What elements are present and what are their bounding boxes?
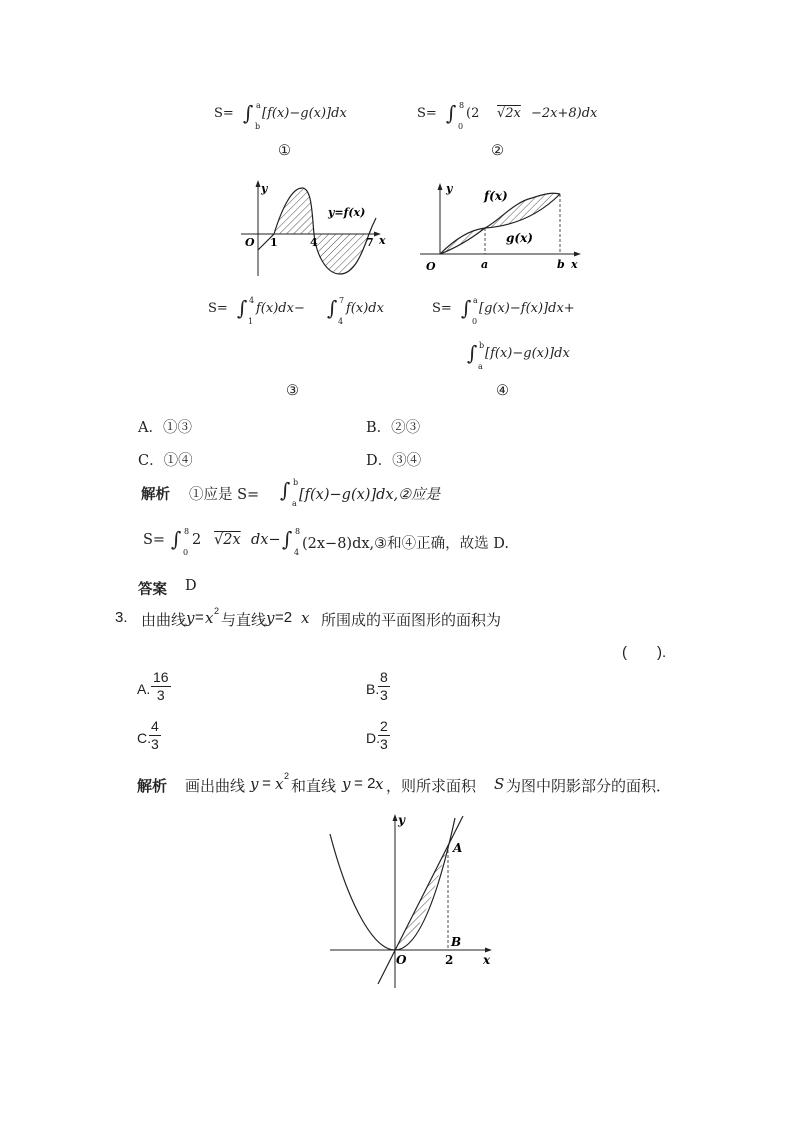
option-b-fraction	[378, 669, 390, 704]
analysis-line2-a: S=	[143, 532, 166, 548]
option-a[interactable]: A．①③	[138, 420, 192, 436]
y-arrow	[438, 183, 443, 190]
tick-b: b	[557, 258, 565, 271]
denominator: 3	[380, 736, 388, 752]
answer-value: D	[185, 578, 197, 594]
formula-2-sqrt: √2x	[497, 106, 521, 121]
analysis-sup-2: 2	[284, 771, 290, 781]
parabola	[330, 818, 455, 950]
formula-2-prefix: S=	[417, 106, 437, 121]
g-label: g(x)	[506, 231, 533, 245]
point-a-label: A	[453, 841, 463, 855]
option-d-fraction	[378, 718, 390, 753]
y-arrow	[393, 814, 398, 821]
analysis-var-y: y	[250, 775, 259, 793]
stem-sup-2: 2	[214, 606, 220, 616]
numerator: 16	[153, 669, 169, 685]
answer-paren: ( ).	[622, 644, 667, 661]
option-a-fraction	[151, 669, 171, 704]
upper-limit: a	[256, 101, 261, 110]
analysis-line2-e: (2x−8)dx,③和④正确，故选 D.	[302, 536, 509, 552]
formula-2-part-c: −2x+8)dx	[531, 106, 598, 121]
denominator: 3	[380, 687, 388, 703]
integral-sign: ∫	[461, 296, 472, 320]
shaded-area-upper	[274, 188, 314, 234]
analysis-line2-d: dx−	[251, 532, 281, 548]
stem-var-y2: y	[266, 609, 275, 627]
stem-eq: =	[195, 609, 204, 626]
integral-sign: ∫	[237, 296, 248, 320]
analysis-eq-2: = 2	[350, 775, 376, 792]
denominator: 3	[151, 736, 159, 752]
integral-sign: ∫	[280, 478, 291, 502]
stem-var-y: y	[186, 609, 195, 627]
option-c-fraction	[149, 718, 161, 753]
numerator: 2	[380, 718, 388, 734]
denominator: 3	[156, 687, 165, 703]
label-circle-4: ④	[496, 383, 509, 399]
analysis-text-c: ，则所求面积	[386, 778, 477, 795]
stem-eq-2: =2	[275, 609, 293, 626]
answer-tag: 答案	[138, 581, 167, 598]
formula-4-body-1: [g(x)−f(x)]dx+	[479, 301, 575, 316]
formula-4-body-2: [f(x)−g(x)]dx	[485, 346, 570, 361]
formula-3-body-1: f(x)dx−	[256, 301, 305, 316]
upper-limit: b	[293, 478, 299, 487]
x-arrow	[485, 948, 492, 953]
option-a-letter: A.	[137, 681, 151, 697]
f-label: f(x)	[484, 189, 508, 203]
upper-limit: 8	[459, 101, 465, 110]
analysis-line1-a: ①应是 S=	[189, 487, 260, 503]
tick-2: 2	[445, 953, 454, 967]
upper-limit: 7	[339, 296, 345, 305]
upper-limit: a	[473, 296, 478, 305]
analysis-var-y2: y	[342, 775, 351, 793]
numerator: 8	[380, 669, 388, 685]
formula-3-body-2: f(x)dx	[346, 301, 384, 316]
analysis-line2-b: 2	[192, 532, 202, 548]
graph-5	[320, 810, 500, 990]
graph-3	[236, 178, 396, 278]
x-label: x	[483, 953, 491, 967]
label-circle-2: ②	[491, 143, 504, 159]
integral-sign: ∫	[282, 527, 293, 551]
lower-limit: 1	[248, 317, 254, 326]
option-b[interactable]: B．②③	[366, 420, 421, 436]
upper-limit: 4	[249, 296, 255, 305]
stem-text-f: 与直线	[221, 612, 267, 629]
tick-a: a	[481, 258, 489, 271]
lower-limit: 0	[183, 548, 189, 557]
formula-3-prefix: S=	[208, 301, 228, 316]
upper-limit: b	[479, 341, 485, 350]
option-c-letter: C.	[137, 730, 151, 746]
y-arrow	[256, 180, 261, 187]
integral-sign: ∫	[446, 101, 457, 125]
formula-1-body: [f(x)−g(x)]dx	[262, 106, 347, 121]
y-label: y	[398, 813, 405, 827]
analysis-line1-b: [f(x)−g(x)]dx,②应是	[299, 487, 441, 503]
label-circle-3: ③	[286, 383, 299, 399]
lower-limit: a	[292, 499, 297, 508]
analysis-eq-1: =	[258, 775, 276, 792]
formula-4-prefix: S=	[432, 301, 452, 316]
question-number: 3.	[115, 609, 128, 626]
analysis-var-x: x	[275, 775, 284, 793]
y-label: y	[261, 182, 268, 195]
stem-text-a: 由曲线	[141, 612, 187, 629]
label-circle-1: ①	[278, 143, 291, 159]
x-label: x	[379, 234, 386, 247]
analysis-var-x2: x	[375, 775, 384, 793]
y-label: y	[446, 182, 453, 195]
analysis-var-s: S	[494, 775, 505, 793]
option-d-letter: D.	[366, 730, 380, 746]
tick-4: 4	[310, 236, 318, 249]
point-b-label: B	[451, 935, 462, 949]
tick-7: 7	[366, 236, 374, 249]
analysis-text-a: 画出曲线	[185, 778, 246, 795]
graph-4	[418, 180, 588, 275]
curve-label: y=f(x)	[328, 206, 366, 219]
shaded-area-left	[440, 228, 485, 254]
formula-2-part-a: (2	[466, 106, 480, 121]
origin-label: O	[426, 260, 436, 273]
upper-limit: 8	[184, 527, 190, 536]
x-arrow	[574, 252, 581, 257]
upper-limit: 8	[295, 527, 301, 536]
formula-1-prefix: S=	[214, 106, 234, 121]
integral-sign: ∫	[327, 296, 338, 320]
tick-1: 1	[270, 236, 278, 249]
lower-limit: 0	[458, 122, 464, 131]
analysis-text-d: 为图中阴影部分的面积．	[506, 778, 672, 795]
integral-sign: ∫	[243, 101, 254, 125]
stem-var-x: x	[205, 609, 214, 627]
origin-label: O	[245, 236, 255, 249]
origin-label: O	[396, 953, 407, 967]
analysis-text-b: 和直线	[291, 778, 337, 795]
stem-var-x2: x	[301, 609, 310, 627]
stem-text-j: 所围成的平面图形的面积为	[321, 612, 502, 629]
lower-limit: 0	[472, 317, 478, 326]
option-b-letter: B.	[366, 681, 380, 697]
analysis-tag: 解析	[137, 778, 168, 795]
lower-limit: 4	[294, 548, 300, 557]
numerator: 4	[151, 718, 159, 734]
integral-sign: ∫	[467, 341, 478, 365]
x-label: x	[571, 258, 578, 271]
option-d[interactable]: D．③④	[366, 453, 422, 469]
analysis-line2-sqrt: √2x	[214, 532, 241, 548]
lower-limit: 4	[338, 317, 344, 326]
option-c[interactable]: C．①④	[138, 453, 193, 469]
integral-sign: ∫	[171, 527, 182, 551]
lower-limit: a	[478, 362, 483, 371]
analysis-tag: 解析	[141, 486, 170, 503]
lower-limit: b	[255, 122, 261, 131]
